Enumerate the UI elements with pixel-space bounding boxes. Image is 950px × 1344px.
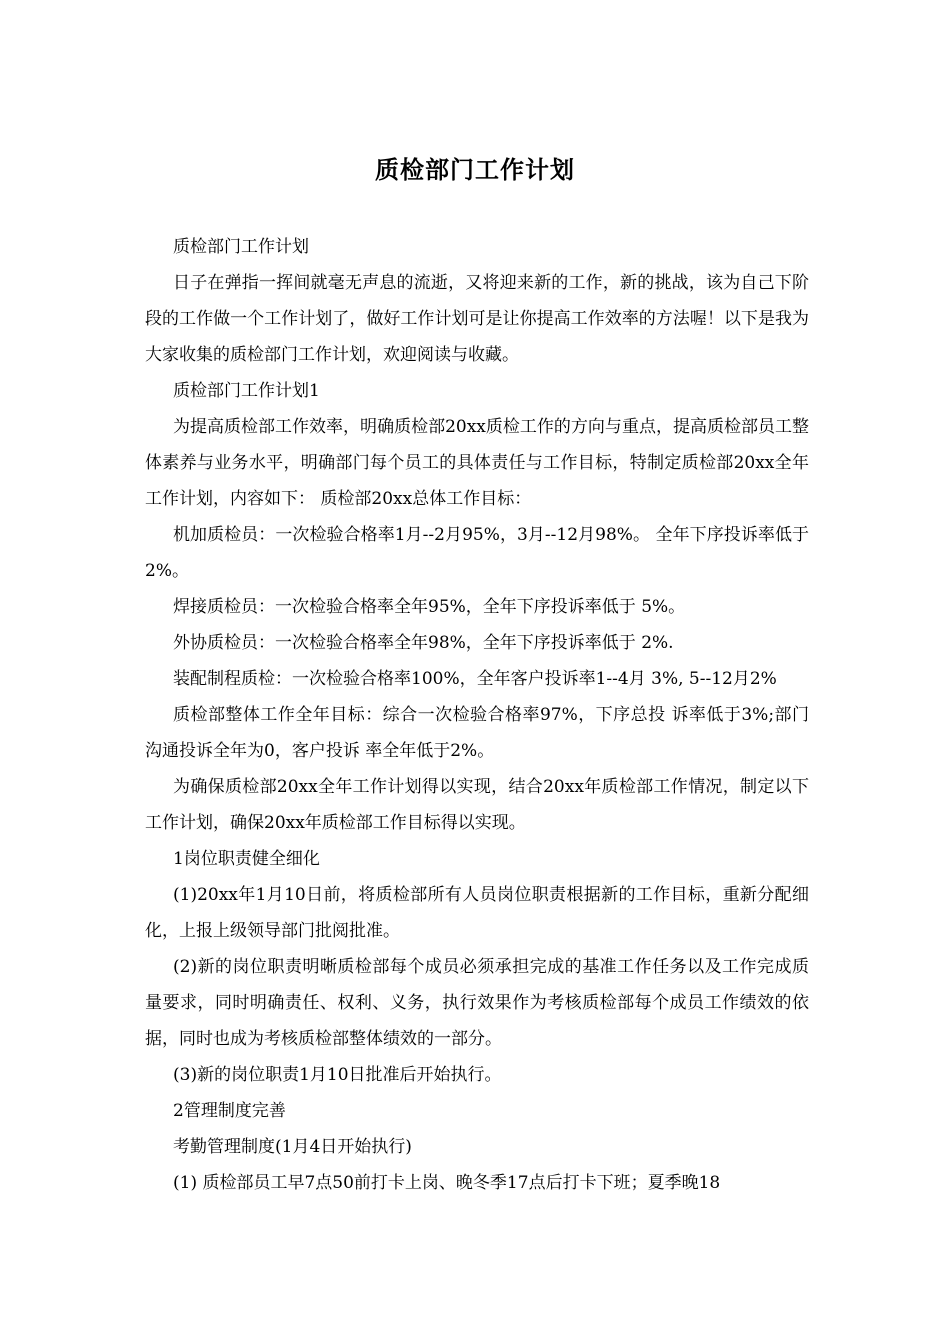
paragraph-machining-inspector: 机加质检员：一次检验合格率1月--2月95%，3月--12月98%。 全年下序投诉率低于2%。 bbox=[145, 525, 809, 581]
paragraph-attendance-policy: 考勤管理制度(1月4日开始执行) bbox=[173, 1137, 412, 1157]
paragraph-overall-target: 质检部整体工作全年目标：综合一次检验合格率97%，下序总投 诉率低于3%;部门沟通投诉全年为0，客户投诉 率全年低于2%。 bbox=[145, 705, 809, 761]
paragraph-plan-purpose: 为提高质检部工作效率，明确质检部20xx质检工作的方向与重点，提高质检部员工整体素养与业务水平，明确部门每个员工的具体责任与工作目标，特制定质检部20xx全年工作计划，内容如下： 质检部20xx总体工作目标： bbox=[145, 417, 809, 509]
paragraph-assembly-inspection: 装配制程质检：一次检验合格率100%，全年客户投诉率1--4月 3%, 5--12月2% bbox=[173, 669, 777, 689]
paragraph-item-1-3: (3)新的岗位职责1月10日批准后开始执行。 bbox=[173, 1065, 502, 1085]
paragraph-plan-heading: 质检部门工作计划1 bbox=[173, 381, 320, 401]
paragraph-ensure-plan: 为确保质检部20xx全年工作计划得以实现，结合20xx年质检部工作情况，制定以下工作计划，确保20xx年质检部工作目标得以实现。 bbox=[145, 777, 809, 833]
paragraph-intro: 日子在弹指一挥间就毫无声息的流逝，又将迎来新的工作，新的挑战，该为自己下阶段的工作做一个工作计划了，做好工作计划可是让你提高工作效率的方法喔！以下是我为大家收集的质检部门工作计划，欢迎阅读与收藏。 bbox=[145, 273, 809, 365]
paragraph-section-2: 2管理制度完善 bbox=[173, 1101, 286, 1121]
document-title: 质检部门工作计划 bbox=[375, 155, 575, 184]
paragraph-attendance-item-1: (1) 质检部员工早7点50前打卡上岗、晚冬季17点后打卡下班；夏季晚18 bbox=[173, 1173, 721, 1193]
paragraph-heading: 质检部门工作计划 bbox=[173, 237, 309, 257]
paragraph-section-1: 1岗位职责健全细化 bbox=[173, 849, 320, 869]
paragraph-outsourcing-inspector: 外协质检员：一次检验合格率全年98%，全年下序投诉率低于 2%. bbox=[173, 633, 674, 653]
paragraph-welding-inspector: 焊接质检员：一次检验合格率全年95%，全年下序投诉率低于 5%。 bbox=[173, 597, 686, 617]
document-body bbox=[145, 229, 809, 1201]
paragraph-item-1-1: (1)20xx年1月10日前，将质检部所有人员岗位职责根据新的工作目标，重新分配细化，上报上级领导部门批阅批准。 bbox=[145, 885, 809, 941]
paragraph-item-1-2: (2)新的岗位职责明晰质检部每个成员必须承担完成的基准工作任务以及工作完成质量要求，同时明确责任、权利、义务，执行效果作为考核质检部每个成员工作绩效的依据，同时也成为考核质检部整体绩效的一部分。 bbox=[145, 957, 809, 1049]
